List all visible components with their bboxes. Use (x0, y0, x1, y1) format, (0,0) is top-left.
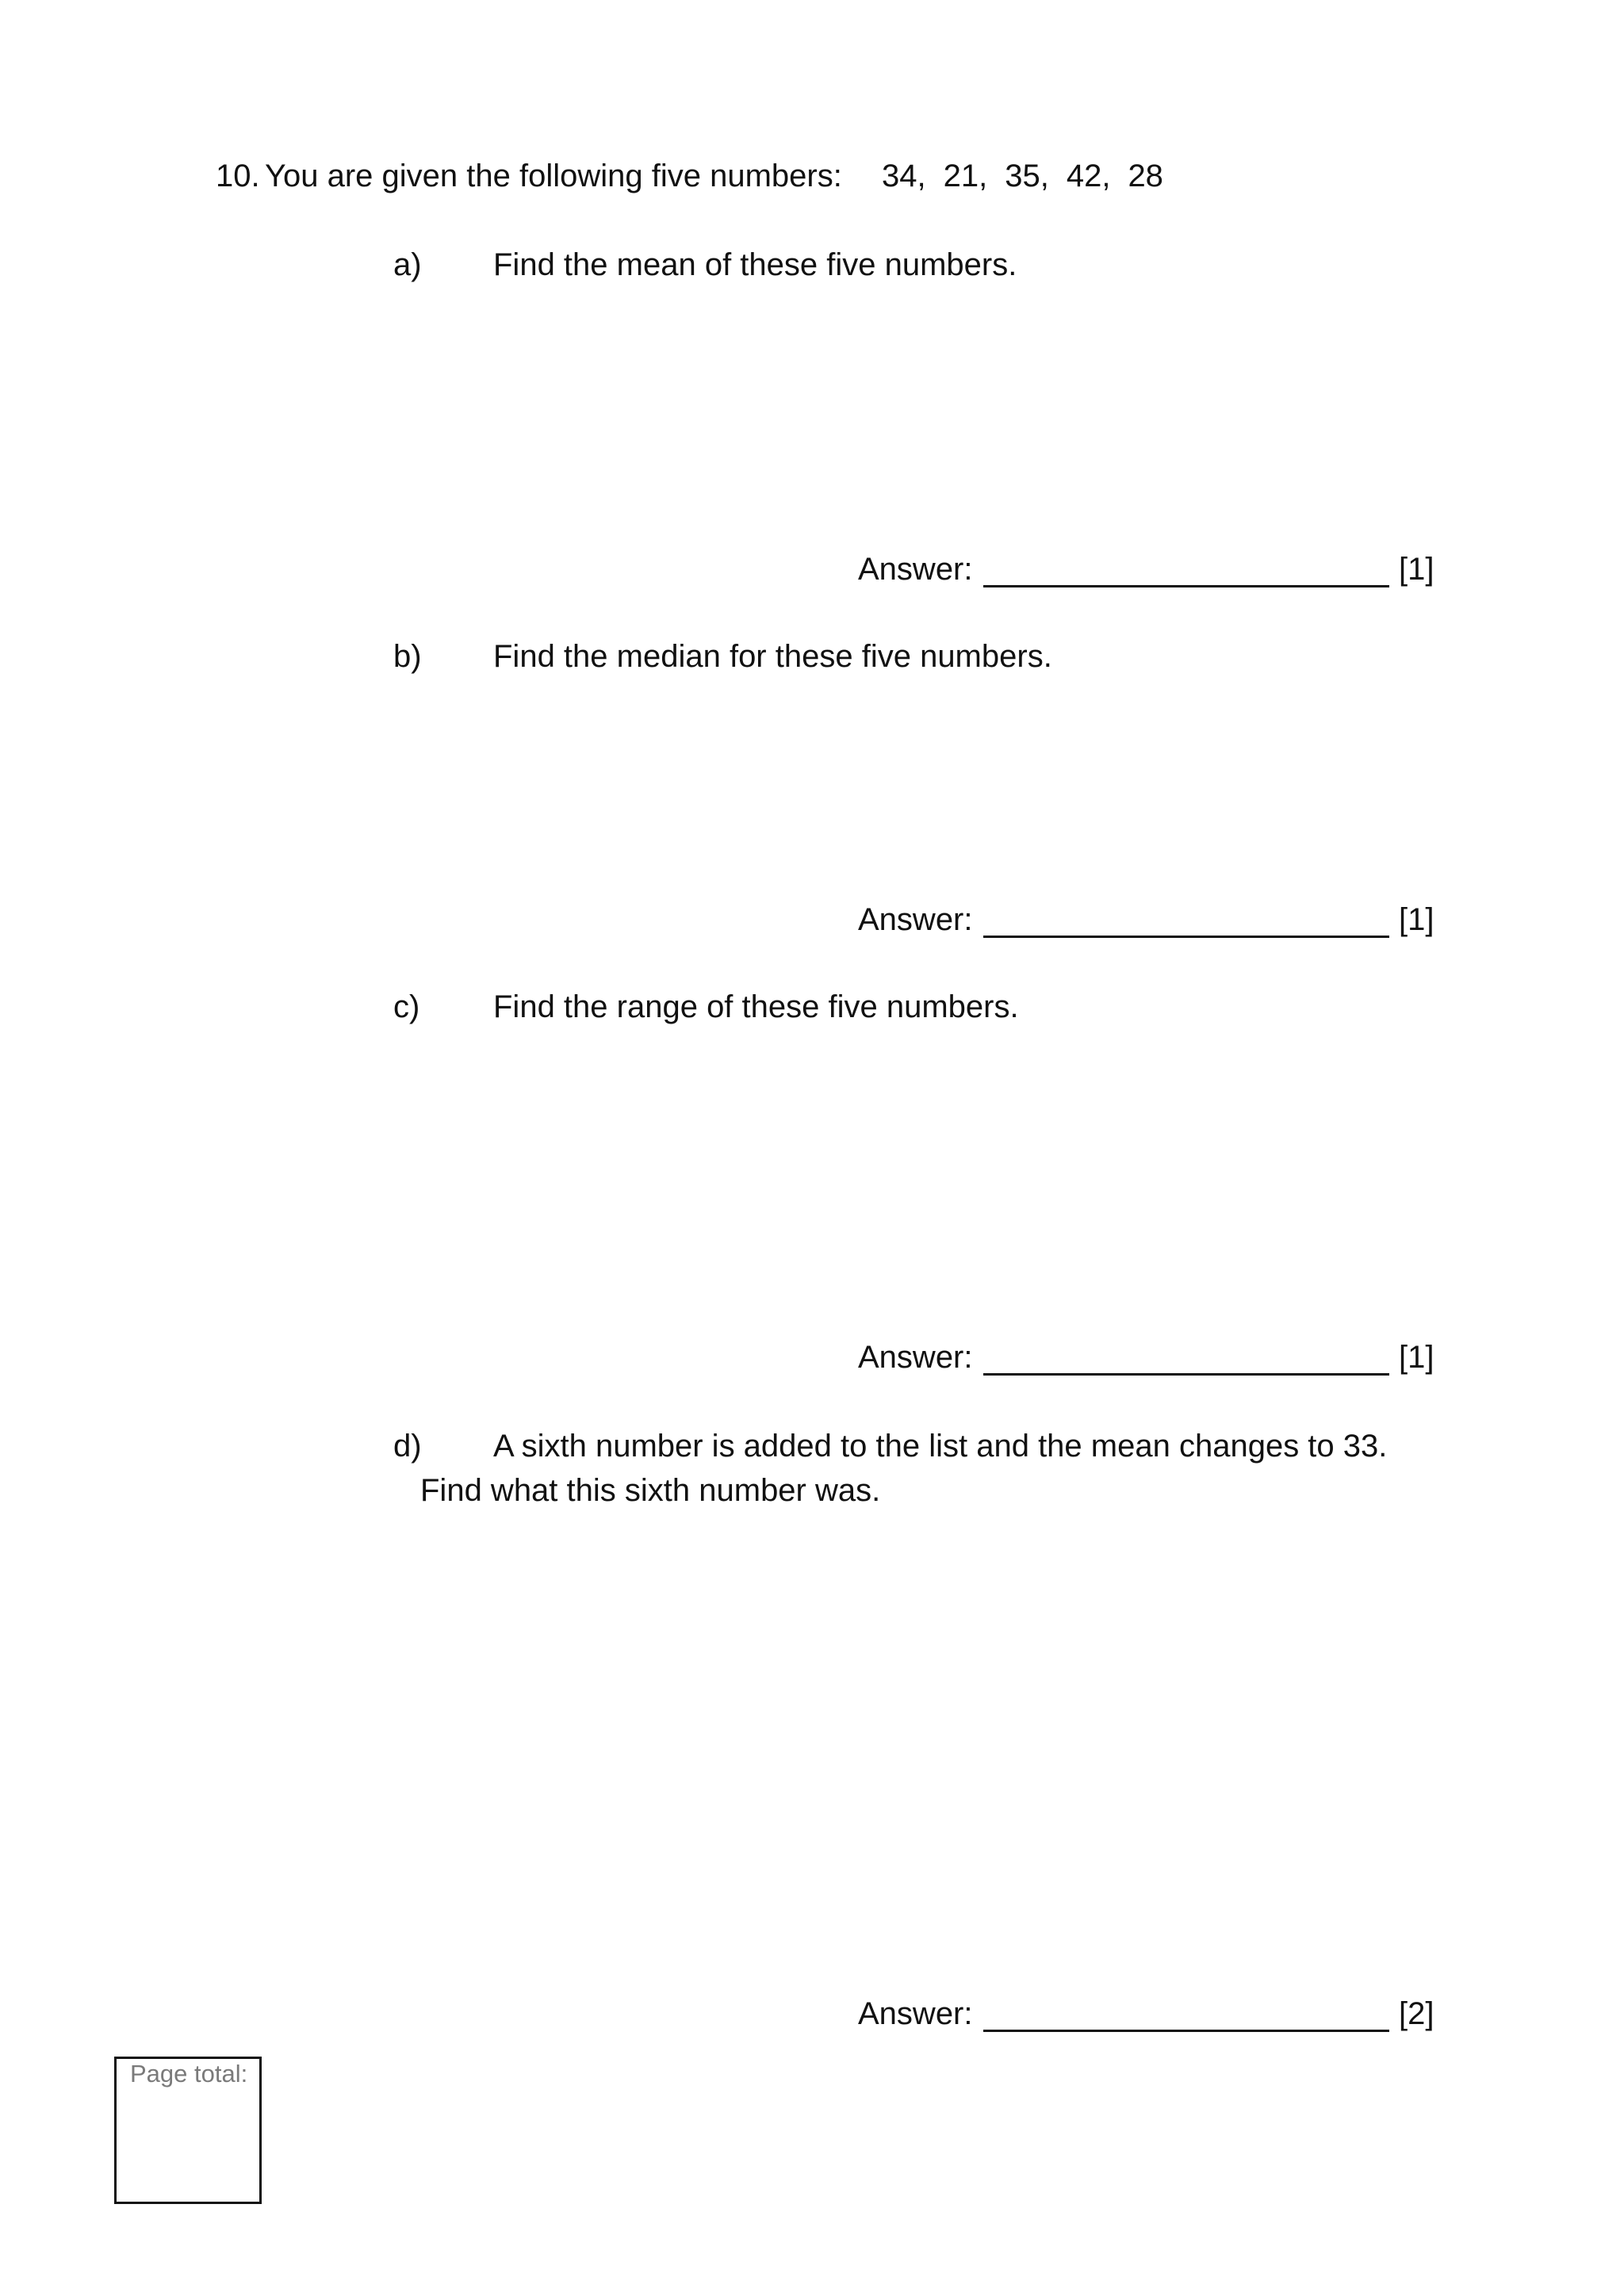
part-b-answer-line[interactable] (983, 936, 1389, 938)
part-d-label: d) (393, 1429, 422, 1464)
part-a-label: a) (393, 247, 422, 282)
part-b-text: Find the median for these five numbers. (493, 639, 1052, 674)
number-list (882, 157, 1163, 195)
page-total-label: Page total: (130, 2060, 248, 2087)
part-b-answer-label: Answer: (858, 902, 973, 937)
part-a-answer-label: Answer: (858, 552, 973, 587)
number-item: 28 (1128, 159, 1163, 193)
part-c-label: c) (393, 989, 420, 1024)
part-a-text: Find the mean of these five numbers. (493, 247, 1017, 282)
part-d-marks: [2] (1399, 1996, 1434, 2031)
question-stem: You are given the following five numbers: (265, 159, 842, 193)
number-item: 42, (1066, 159, 1111, 193)
part-b-marks: [1] (1399, 902, 1434, 937)
part-d-answer-line[interactable] (983, 2030, 1389, 2032)
part-c-marks: [1] (1399, 1340, 1434, 1375)
part-c-answer-line[interactable] (983, 1373, 1389, 1376)
number-item: 35, (1005, 159, 1049, 193)
number-item: 21, (943, 159, 988, 193)
number-item: 34, (882, 159, 926, 193)
part-a-marks: [1] (1399, 552, 1434, 587)
part-b-label: b) (393, 639, 422, 674)
part-d-text-line2: Find what this sixth number was. (420, 1473, 881, 1508)
part-d-text: A sixth number is added to the list and the mean changes to 33. (493, 1429, 1388, 1464)
part-a-answer-line[interactable] (983, 585, 1389, 587)
part-d-answer-label: Answer: (858, 1996, 973, 2031)
part-c-text: Find the range of these five numbers. (493, 989, 1019, 1024)
part-c-answer-label: Answer: (858, 1340, 973, 1375)
question-number: 10. (216, 159, 260, 193)
